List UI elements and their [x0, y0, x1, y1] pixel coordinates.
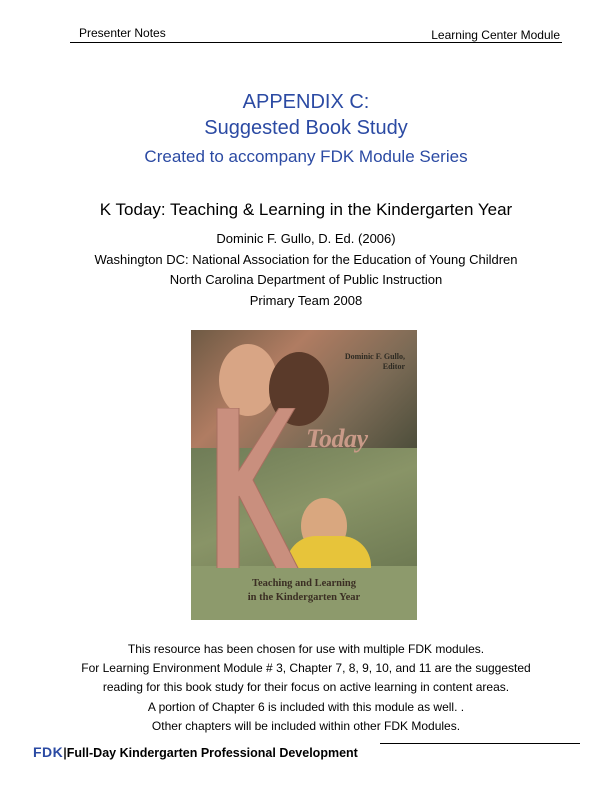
header-module-name: Learning Center Module [431, 28, 560, 42]
cover-editor-name: Dominic F. Gullo, [344, 352, 405, 361]
appendix-title-line2: Suggested Book Study [204, 117, 408, 139]
cover-subtitle [191, 568, 417, 620]
book-organization: North Carolina Department of Public Instruction [169, 272, 443, 287]
appendix-title [0, 89, 612, 141]
cover-editor-role: Editor [382, 362, 405, 371]
appendix-title-line1: APPENDIX C: [242, 91, 370, 113]
cover-subtitle-line1: Teaching and Learning [251, 578, 357, 589]
description-line4: A portion of Chapter 6 is included with this module as well. . [147, 699, 465, 714]
footer-separator: | [63, 746, 67, 760]
footer-divider [380, 743, 580, 744]
header-divider [70, 42, 562, 43]
book-cover-image [191, 330, 417, 620]
book-team: Primary Team 2008 [249, 292, 363, 308]
cover-k-letter [209, 408, 299, 570]
cover-child-figure [219, 344, 277, 416]
description-line3: reading for this book study for their focus on active learning in content areas. [102, 680, 510, 695]
footer-program-name: Full-Day Kindergarten Professional Development [66, 746, 358, 760]
header-presenter-notes: Presenter Notes [79, 26, 166, 40]
cover-editor-credit [345, 352, 405, 372]
book-title: K Today: Teaching & Learning in the Kindergarten Year [99, 200, 513, 219]
footer-fdk-mark: FDK [33, 744, 64, 760]
description-line5: Other chapters will be included within other FDK Modules. [151, 718, 461, 733]
appendix-subtitle: Created to accompany FDK Module Series [144, 147, 468, 166]
book-author: Dominic F. Gullo, D. Ed. (2006) [216, 231, 396, 246]
cover-subtitle-line2: in the Kindergarten Year [247, 592, 361, 603]
footer-fdk-logo [33, 744, 358, 760]
cover-today-word: Today [306, 424, 368, 453]
description-line1: This resource has been chosen for use with multiple FDK modules. [127, 642, 485, 656]
description-line2: For Learning Environment Module # 3, Chapter 7, 8, 9, 10, and 11 are the suggested [81, 661, 531, 676]
book-publisher: Washington DC: National Association for the Education of Young Children [94, 251, 518, 267]
resource-description [0, 640, 612, 736]
book-metadata [0, 229, 612, 311]
